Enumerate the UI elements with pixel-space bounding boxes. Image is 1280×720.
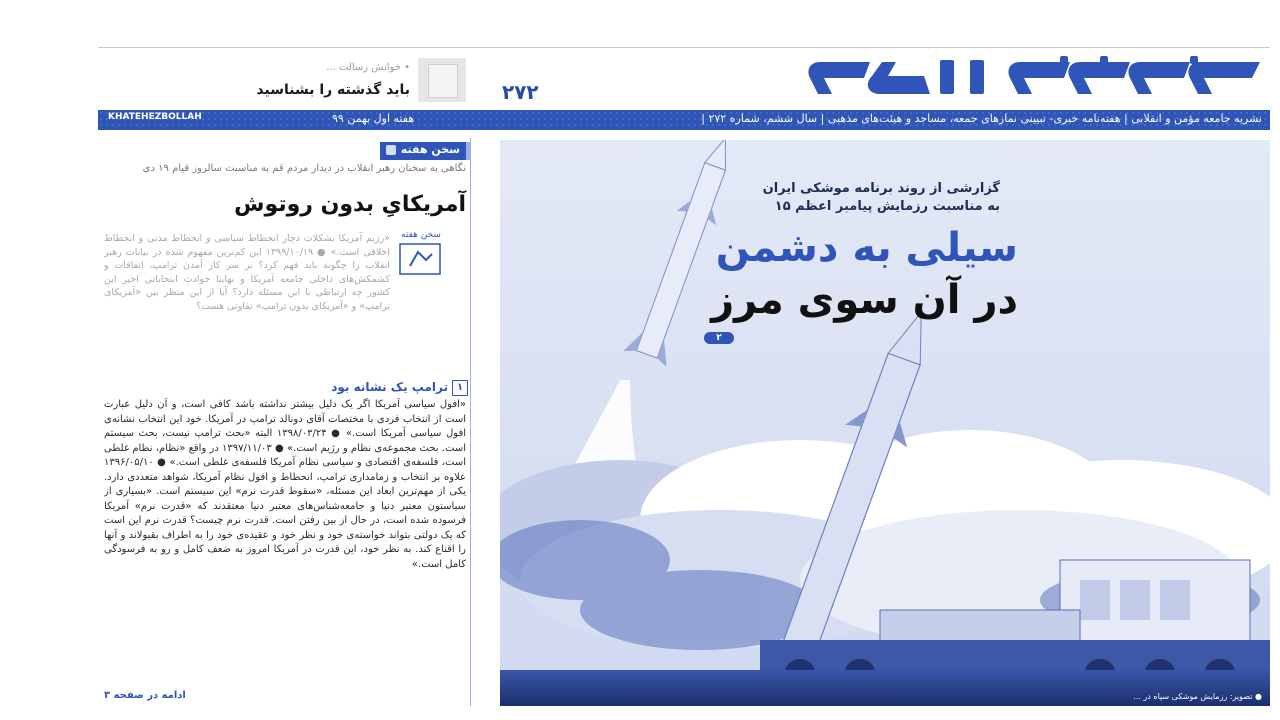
quote-label: سخن هفته <box>401 230 441 240</box>
issue-number: ۲۷۲ <box>502 80 539 104</box>
info-bar-text: نشریه جامعه مؤمن و انقلابی | هفته‌نامه خبری- تبیینی نمازهای جمعه، مساجد و هیئت‌های مذهبی | سال ششم، شماره ۲۷۲ | <box>701 112 1262 125</box>
masthead-logo <box>500 56 1272 102</box>
column-title[interactable]: آمریکایِ بدون روتوش <box>234 192 466 217</box>
hero-headline-line-2[interactable]: در آن سوی مرز <box>711 277 1018 323</box>
hero-kicker-line-2: به مناسبت رزمایش پیامبر اعظم ۱۵ <box>774 199 1000 214</box>
top-rule <box>98 47 1270 48</box>
info-bar <box>98 110 1270 130</box>
info-bar-site[interactable]: KHATEHEZBOLLAH <box>108 112 202 122</box>
column-quote: «رژیم آمریکا بشکلات دچار انحطاط سیاسی و انحطاط مدنی و انحطاط اخلاقی است.» ● ۱۳۹۹/۱۰/۱۹ این کم‌ترین مفهوم شده در بیانات رهبر انقلاب را چگونه باید فهم کرد؟ بر سر کار آمدن ترامپ، اتفاقات و کشمکش‌های داخلی جامعه آمریکا و نهایتا حوادث انتخاباتی اخیر این کشور چه ارتباطی با این مسئله دارد؟ آیا از این منظر بین «آمریکای ترامپ» و «آمریکای بدون ترامپ» تفاوتی هست؟ <box>104 233 390 312</box>
section-tab <box>380 142 466 160</box>
section-tab-label: سخن هفته <box>400 143 460 156</box>
section-icon <box>386 145 396 155</box>
info-bar-week: هفته اول بهمن ۹۹ <box>332 112 415 125</box>
column-body: «افول سیاسی آمریکا اگر یک دلیل بیشتر نداشته باشد کافی است، و آن دلیل عبارت است از انتخاب فردی با مختصات آقای دونالد ترامپ در آمریکا. خود این انتخاب نشانه‌ی افول سیاسی آمریکا است.» ● ۱۳۹۸/۰۳/۲۴ البته «بحث ترامپ نیست، بحث سیستم است. بحث مجموعه‌ی نظام و رژیم است.» ● ۱۳۹۷/۱۱/۰۳ در واقع «نظام، نظام غلطی است، فلسفه‌ی اقتصادی و سیاسی نظام آمریکا فلسفه‌ی غلطی است.» ● ۱۳۹۶/۰۵/۱۰ علاوه بر انتخاب و زمامداری ترامپ، انحطاط و افول نظام آمریکا، شواهد متعددی دارد. یکی از مهم‌ترین ابعاد این مسئله، «سقوط قدرت نرم» این سیستم است. «بسیاری از سیاستون معتبر دنیا و جامعه‌شناس‌های معتبر دنیا معتقدند که «قدرت نرم» آمریکا فرسوده شده است، در حال از بین رفتن است. قدرت نرم چیست؟ قدرت نرم این است که یک دولتی بتواند خواسته‌ی خود و نظر خود و عقیده‌ی خود را به اطراف بقبولاند و آنها را اقناع کند. به نظر خود، این قدرت در آمریکا امروز به ضعف کامل و رو به فرسودگی کامل است.» <box>104 399 466 570</box>
page-reference-badge[interactable]: ۲ <box>704 332 734 344</box>
teaser-title[interactable]: باید گذشته را بشناسید <box>256 82 410 98</box>
hero-kicker <box>520 180 1000 216</box>
column-intro: نگاهی به سخنان رهبر انقلاب در دیدار مردم قم به مناسبت سالروز قیام ۱۹ دی <box>142 163 466 174</box>
hero-headline-line-1[interactable]: سیلی به دشمن <box>715 225 1018 271</box>
tab-corner <box>466 142 470 160</box>
teaser-subtitle: • خوانش رسالت ... <box>326 62 410 73</box>
teaser-thumbnail[interactable] <box>418 58 466 102</box>
continue-link[interactable]: ادامه در صفحه ۳ <box>104 690 186 701</box>
column-subhead: ترامپ یک نشانه بود <box>331 380 448 394</box>
subhead-number: ۱ <box>452 380 468 396</box>
hero-kicker-line-1: گزارشی از روند برنامه موشکی ایران <box>762 181 1000 196</box>
hero-caption: ● تصویر: رزمایش موشکی سپاه در ... <box>1133 692 1262 701</box>
